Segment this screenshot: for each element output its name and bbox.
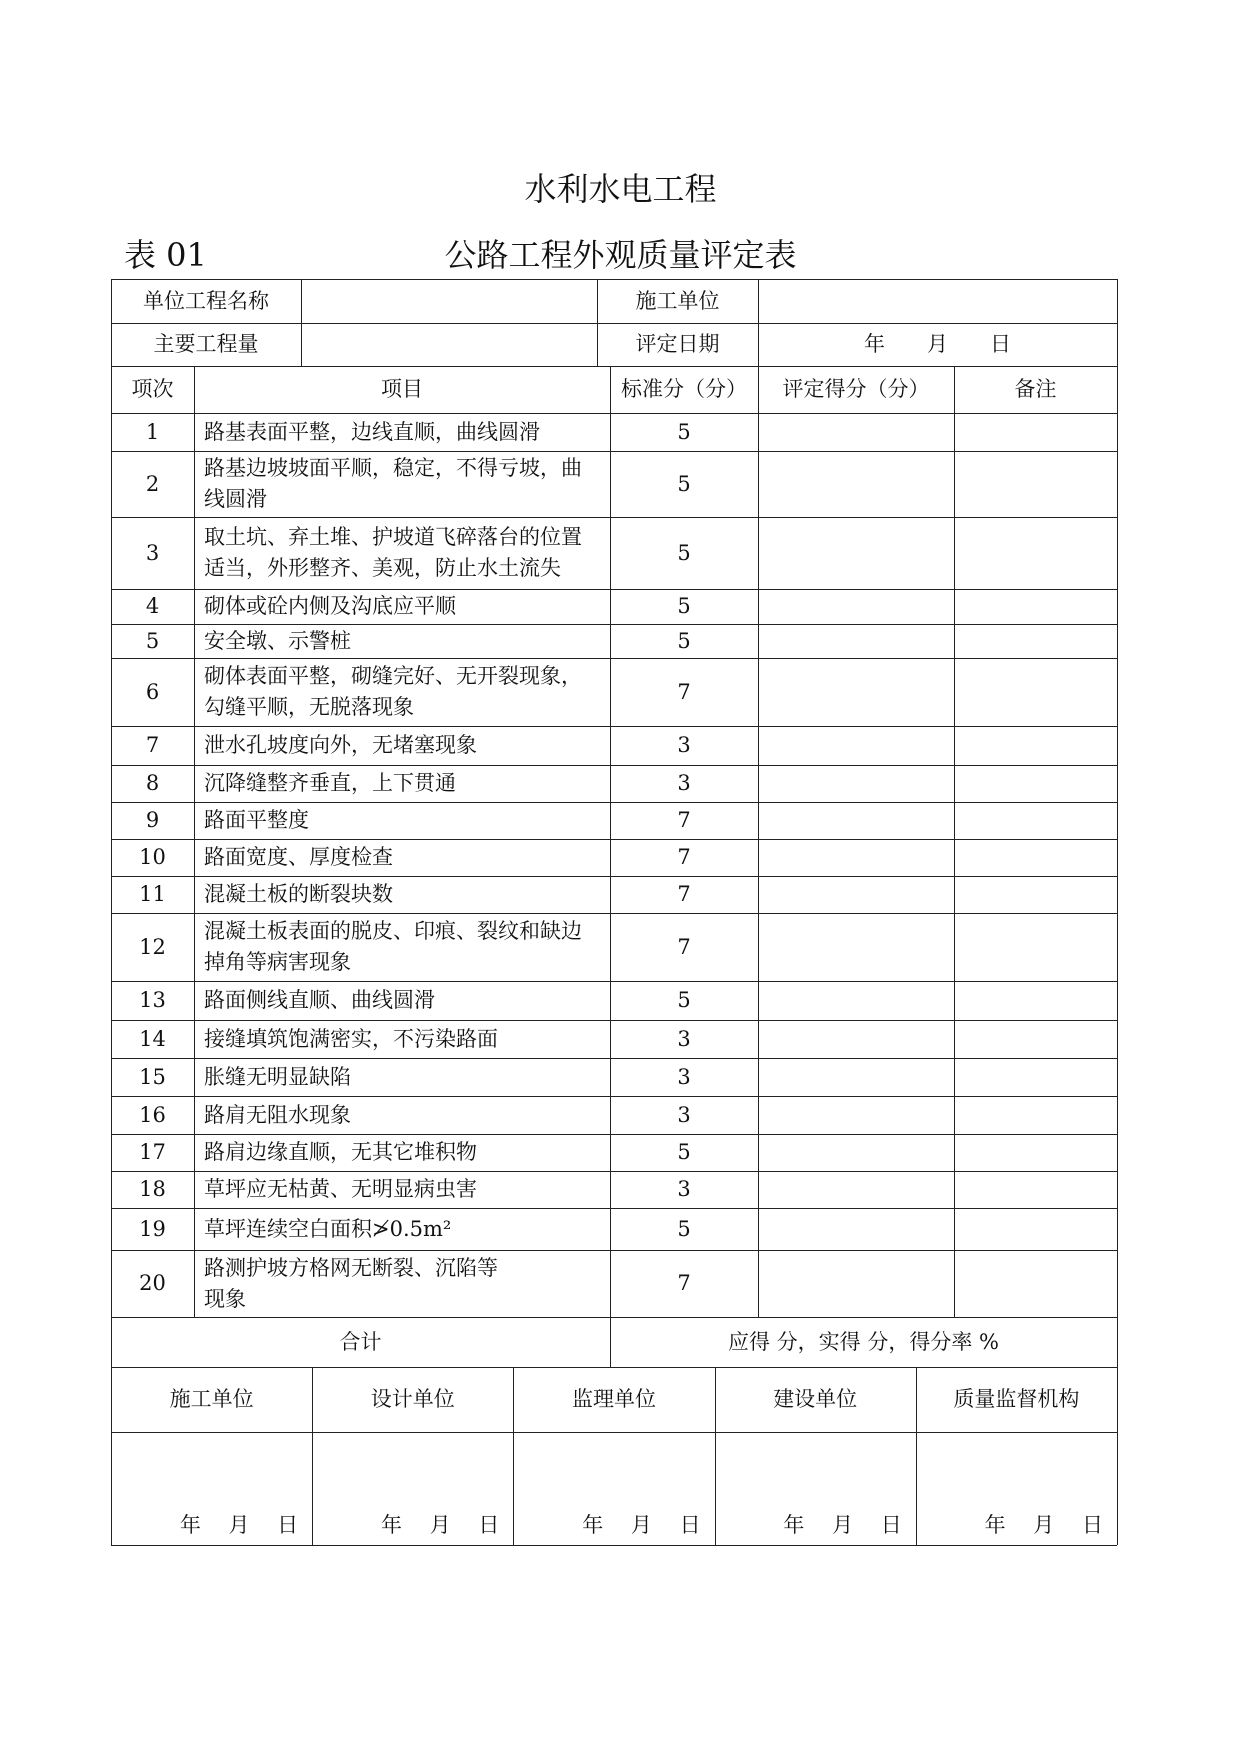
row-remark bbox=[954, 589, 1117, 624]
row-remark bbox=[954, 839, 1117, 876]
row-no: 18 bbox=[139, 1177, 166, 1201]
row-item: 砌体或砼内侧及沟底应平顺 bbox=[204, 594, 456, 618]
row-eval-score bbox=[758, 658, 954, 726]
row-eval-score bbox=[758, 517, 954, 589]
row-remark bbox=[954, 765, 1117, 802]
table-rule bbox=[111, 1545, 1117, 1546]
row-standard-score: 5 bbox=[677, 471, 691, 496]
signature-date: 年 月 日 bbox=[381, 1513, 500, 1537]
row-no: 12 bbox=[139, 934, 166, 959]
row-item: 路基表面平整，边线直顺，曲线圆滑 bbox=[204, 419, 540, 444]
quantity-label: 主要工程量 bbox=[153, 332, 259, 356]
row-remark bbox=[954, 726, 1117, 765]
row-no: 2 bbox=[145, 471, 160, 496]
total-label: 合计 bbox=[339, 1329, 382, 1354]
row-eval-score bbox=[758, 1171, 954, 1208]
row-no: 4 bbox=[145, 594, 160, 618]
row-eval-score bbox=[758, 839, 954, 876]
row-no: 6 bbox=[145, 679, 160, 704]
signature-date: 年 月 日 bbox=[582, 1513, 701, 1537]
contractor-value bbox=[758, 279, 1117, 323]
table-rule bbox=[111, 279, 112, 1545]
row-eval-score bbox=[758, 765, 954, 802]
row-standard-score: 5 bbox=[677, 628, 691, 653]
row-eval-score bbox=[758, 1250, 954, 1317]
row-item: 取土坑、弃土堆、护坡道飞碎落台的位置适当，外形整齐、美观，防止水土流失 bbox=[204, 525, 582, 580]
row-remark bbox=[954, 1250, 1117, 1317]
row-item: 草坪连续空白面积≯0.5m² bbox=[204, 1216, 452, 1241]
row-remark bbox=[954, 1134, 1117, 1171]
table-number: 表 01 bbox=[124, 236, 207, 274]
row-no: 10 bbox=[139, 845, 166, 869]
row-remark bbox=[954, 876, 1117, 913]
table-rule bbox=[1117, 279, 1118, 1545]
row-item: 沉降缝整齐垂直，上下贯通 bbox=[204, 771, 456, 795]
row-no: 15 bbox=[139, 1064, 166, 1089]
row-eval-score bbox=[758, 1096, 954, 1134]
eval-date-label: 评定日期 bbox=[635, 332, 720, 356]
row-standard-score: 7 bbox=[677, 934, 691, 959]
row-no: 17 bbox=[139, 1140, 166, 1164]
row-no: 13 bbox=[139, 988, 166, 1012]
row-no: 3 bbox=[145, 540, 160, 565]
row-eval-score bbox=[758, 624, 954, 658]
row-no: 20 bbox=[139, 1271, 166, 1295]
total-summary: 应得 分，实得 分，得分率 % bbox=[728, 1329, 999, 1354]
row-eval-score bbox=[758, 1020, 954, 1058]
row-remark bbox=[954, 658, 1117, 726]
row-remark bbox=[954, 413, 1117, 451]
row-item: 安全墩、示警桩 bbox=[204, 628, 351, 653]
quantity-value bbox=[301, 323, 597, 366]
signature-org-label: 建设单位 bbox=[773, 1387, 858, 1411]
row-standard-score: 5 bbox=[677, 594, 691, 618]
row-standard-score: 7 bbox=[677, 679, 691, 704]
row-remark bbox=[954, 624, 1117, 658]
row-eval-score bbox=[758, 1058, 954, 1096]
row-standard-score: 5 bbox=[677, 540, 691, 565]
table-rule bbox=[610, 366, 611, 1367]
row-item: 砌体表面平整，砌缝完好、无开裂现象，勾缝平顺，无脱落现象 bbox=[204, 664, 582, 719]
row-eval-score bbox=[758, 1134, 954, 1171]
unit-project-value bbox=[301, 279, 597, 323]
row-standard-score: 7 bbox=[677, 882, 691, 906]
row-item: 路肩无阻水现象 bbox=[204, 1102, 351, 1127]
row-item: 草坪应无枯黄、无明显病虫害 bbox=[204, 1177, 477, 1201]
row-eval-score bbox=[758, 876, 954, 913]
form-title: 公路工程外观质量评定表 bbox=[444, 236, 797, 274]
row-no: 19 bbox=[139, 1216, 166, 1241]
row-no: 1 bbox=[145, 419, 160, 444]
row-standard-score: 7 bbox=[677, 1271, 691, 1295]
col-header-no: 项次 bbox=[131, 377, 174, 401]
row-no: 7 bbox=[145, 733, 160, 757]
row-item: 混凝土板表面的脱皮、印痕、裂纹和缺边掉角等病害现象 bbox=[204, 919, 582, 974]
row-item: 路面宽度、厚度检查 bbox=[204, 845, 393, 869]
row-no: 8 bbox=[145, 771, 160, 795]
unit-project-label: 单位工程名称 bbox=[143, 288, 269, 313]
signature-date: 年 月 日 bbox=[179, 1513, 299, 1537]
row-eval-score bbox=[758, 726, 954, 765]
row-eval-score bbox=[758, 802, 954, 839]
row-no: 5 bbox=[145, 628, 160, 653]
table-rule bbox=[758, 366, 759, 1317]
signature-org-label: 设计单位 bbox=[370, 1387, 455, 1411]
row-item: 泄水孔坡度向外，无堵塞现象 bbox=[204, 733, 477, 757]
row-standard-score: 5 bbox=[677, 1140, 691, 1164]
row-remark bbox=[954, 981, 1117, 1020]
row-standard-score: 5 bbox=[677, 419, 691, 444]
row-remark bbox=[954, 1208, 1117, 1250]
row-no: 11 bbox=[139, 882, 166, 906]
row-remark bbox=[954, 451, 1117, 517]
row-item: 混凝土板的断裂块数 bbox=[204, 882, 393, 906]
row-eval-score bbox=[758, 413, 954, 451]
row-no: 14 bbox=[139, 1026, 166, 1051]
row-eval-score bbox=[758, 1208, 954, 1250]
row-eval-score bbox=[758, 913, 954, 981]
row-remark bbox=[954, 1096, 1117, 1134]
col-header-score: 评定得分（分） bbox=[782, 377, 930, 401]
col-header-standard: 标准分（分） bbox=[621, 377, 747, 401]
row-standard-score: 7 bbox=[677, 845, 691, 869]
col-header-item: 项目 bbox=[381, 377, 423, 401]
row-no: 16 bbox=[139, 1102, 166, 1127]
signature-date: 年 月 日 bbox=[783, 1513, 902, 1537]
signature-org-label: 监理单位 bbox=[571, 1387, 656, 1411]
row-standard-score: 5 bbox=[677, 988, 691, 1012]
signature-org-label: 施工单位 bbox=[169, 1387, 254, 1411]
table-rule bbox=[954, 366, 955, 1317]
row-item: 路测护坡方格网无断裂、沉陷等 现象 bbox=[204, 1255, 498, 1311]
row-remark bbox=[954, 913, 1117, 981]
row-item: 路面平整度 bbox=[204, 808, 309, 832]
row-standard-score: 3 bbox=[677, 1102, 691, 1127]
row-remark bbox=[954, 1171, 1117, 1208]
eval-date-value: 年 月 日 bbox=[864, 332, 1011, 356]
row-standard-score: 3 bbox=[677, 733, 691, 757]
table-rule bbox=[194, 366, 195, 1317]
contractor-label: 施工单位 bbox=[635, 288, 720, 313]
row-standard-score: 3 bbox=[677, 1177, 691, 1201]
row-item: 路面侧线直顺、曲线圆滑 bbox=[204, 988, 435, 1012]
row-standard-score: 3 bbox=[677, 1064, 691, 1089]
row-item: 路基边坡坡面平顺，稳定，不得亏坡，曲线圆滑 bbox=[204, 456, 582, 511]
row-no: 9 bbox=[145, 808, 160, 832]
row-eval-score bbox=[758, 451, 954, 517]
row-remark bbox=[954, 1020, 1117, 1058]
row-remark bbox=[954, 1058, 1117, 1096]
signature-org-label: 质量监督机构 bbox=[953, 1387, 1080, 1411]
col-header-remark: 备注 bbox=[1014, 377, 1057, 401]
row-eval-score bbox=[758, 981, 954, 1020]
row-item: 接缝填筑饱满密实，不污染路面 bbox=[204, 1026, 498, 1051]
row-standard-score: 3 bbox=[677, 1026, 691, 1051]
page-title: 水利水电工程 bbox=[524, 170, 717, 208]
row-standard-score: 7 bbox=[677, 808, 691, 832]
row-standard-score: 5 bbox=[677, 1216, 691, 1241]
row-item: 胀缝无明显缺陷 bbox=[204, 1064, 351, 1089]
row-standard-score: 3 bbox=[677, 771, 691, 795]
row-remark bbox=[954, 517, 1117, 589]
signature-date: 年 月 日 bbox=[984, 1513, 1103, 1537]
row-item: 路肩边缘直顺，无其它堆积物 bbox=[204, 1140, 477, 1164]
row-eval-score bbox=[758, 589, 954, 624]
row-remark bbox=[954, 802, 1117, 839]
